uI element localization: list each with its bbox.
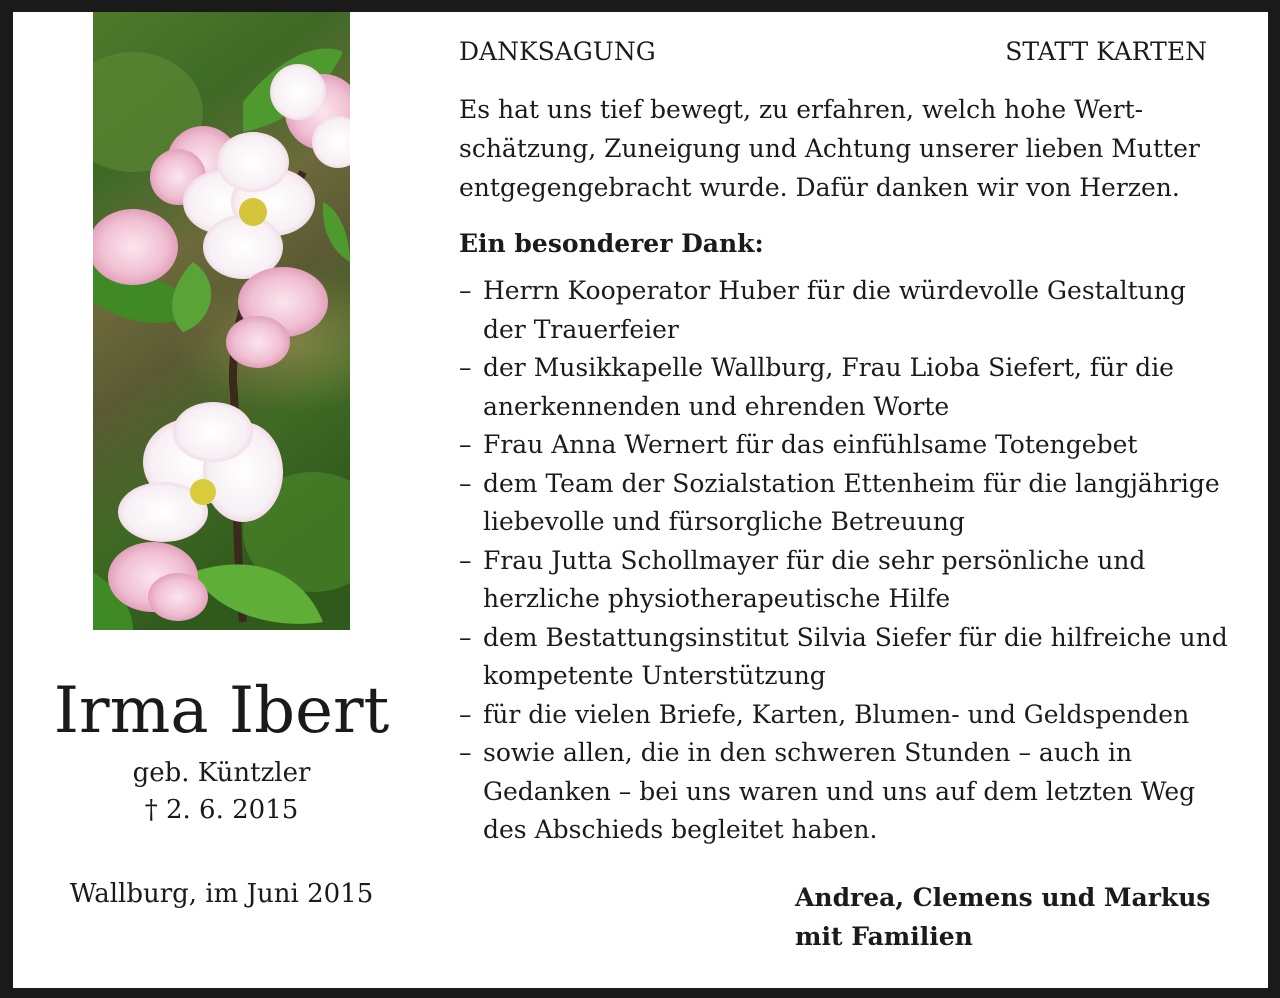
apple-blossom-image (93, 12, 350, 630)
notice-card (13, 12, 1268, 988)
list-item-line: dem Bestattungsinstitut Silvia Siefer für die hilfreiche und (483, 622, 1228, 652)
dash-bullet: – (459, 430, 472, 459)
deceased-name: Irma Ibert (53, 674, 390, 748)
signature-line: Andrea, Clemens und Markus (795, 883, 1211, 912)
list-item-line: Frau Anna Wernert für das einfühlsame Totengebet (483, 430, 1138, 459)
dash-bullet: – (459, 699, 472, 729)
list-item-line: herzliche physiotherapeutische Hilfe (483, 584, 951, 613)
list-item (459, 619, 1228, 696)
list-item (459, 542, 1219, 619)
thanks-list (459, 272, 1228, 850)
dash-bullet: – (459, 276, 472, 305)
list-item-line: sowie allen, die in den schweren Stunden – auch in (483, 738, 1133, 767)
list-item-line: kompetente Unterstützung (483, 661, 826, 690)
signature (795, 878, 1211, 956)
list-item-line: der Trauerfeier (483, 314, 679, 344)
intro-line: schätzung, Zuneigung und Achtung unserer lieben Mutter (459, 134, 1200, 163)
death-date: † 2. 6. 2015 (144, 795, 299, 825)
dash-bullet: – (459, 545, 472, 575)
dash-bullet: – (459, 622, 472, 652)
list-item (459, 465, 1219, 542)
thanks-title: Ein besonderer Dank: (459, 229, 764, 258)
intro-line: entgegengebracht wurde. Dafür danken wir von Herzen. (459, 173, 1180, 202)
list-item-line: Frau Jutta Schollmayer für die sehr persönliche und (483, 545, 1146, 575)
heading-statt-karten: STATT KARTEN (1005, 37, 1207, 66)
list-item (459, 734, 1219, 850)
list-item (459, 349, 1219, 426)
dash-bullet: – (459, 738, 472, 767)
list-item (459, 696, 1219, 735)
list-item-line: Gedanken – bei uns waren und uns auf dem letzten Weg (483, 776, 1196, 806)
list-item-line: der Musikkapelle Wallburg, Frau Lioba Siefert, für die (483, 353, 1174, 382)
list-item-line: Herrn Kooperator Huber für die würdevolle Gestaltung (483, 276, 1186, 305)
intro-text (459, 90, 1219, 207)
birth-name: geb. Küntzler (132, 758, 311, 788)
dash-bullet: – (459, 353, 472, 382)
list-item-line: des Abschieds begleitet haben. (483, 815, 878, 844)
intro-line: Es hat uns tief bewegt, zu erfahren, welch hohe Wert- (459, 95, 1144, 124)
dash-bullet: – (459, 468, 472, 498)
list-item-line: liebevolle und fürsorgliche Betreuung (483, 507, 965, 536)
place-date: Wallburg, im Juni 2015 (69, 879, 374, 909)
list-item (459, 272, 1219, 349)
signature-line: mit Familien (795, 922, 973, 951)
list-item-line: anerkennenden und ehrenden Worte (483, 391, 950, 421)
list-item-line: für die vielen Briefe, Karten, Blumen- und Geldspenden (483, 699, 1190, 729)
list-item (459, 426, 1219, 465)
heading-danksagung: DANKSAGUNG (459, 37, 656, 66)
list-item-line: dem Team der Sozialstation Ettenheim für die langjährige (483, 468, 1220, 498)
